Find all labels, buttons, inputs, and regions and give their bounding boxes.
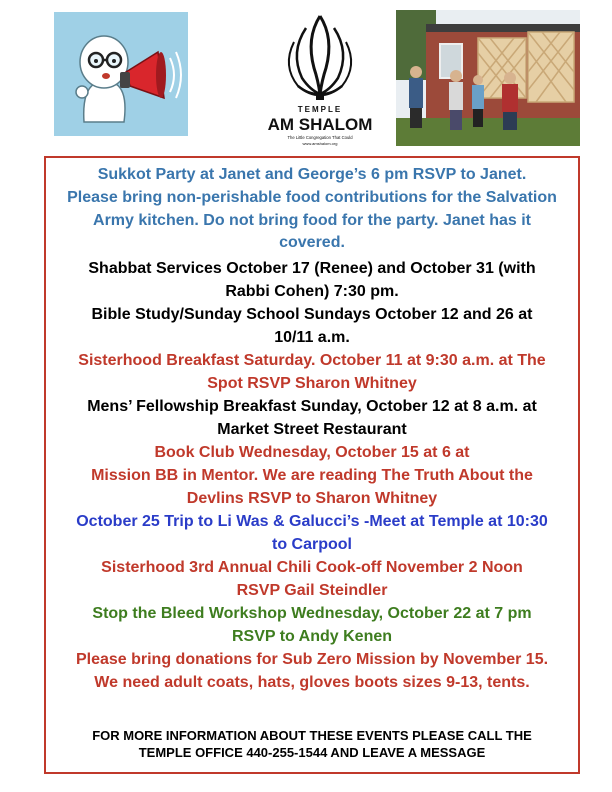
announcement-line: Shabbat Services October 17 (Renee) and October 31 (with: [88, 260, 536, 277]
announcement-line: Sisterhood 3rd Annual Chili Cook-off November 2 Noon: [101, 559, 523, 576]
announcement-line: covered.: [279, 234, 345, 252]
announcement-mens-fellowship: [50, 396, 574, 442]
announcement-line: RSVP Gail Steindler: [236, 581, 388, 599]
announcement-shabbat-services: [50, 258, 574, 304]
logo-url: www.amshalom.org: [302, 141, 338, 146]
announcement-sukkot-party: [50, 164, 574, 255]
logo-name-main: AM SHALOM: [268, 115, 372, 134]
announcement-line: Please bring donations for Sub Zero Mission by November 15.: [75, 651, 549, 668]
announcement-chili-cookoff: [50, 557, 574, 603]
contact-line: TEMPLE OFFICE 440-255-1544 AND LEAVE A MESSAGE: [138, 745, 486, 760]
announcement-line: Please bring non-perishable food contributions for the Salvation: [67, 188, 557, 206]
announcement-trip: [50, 511, 574, 557]
logo-name-top: TEMPLE: [297, 105, 343, 114]
announcement-line: We need adult coats, hats, gloves boots sizes 9-13, tents.: [94, 673, 530, 691]
announcement-line: Sisterhood Breakfast Saturday. October 11 at 9:30 a.m. at The: [78, 352, 546, 369]
announcement-sub-zero-donations: [50, 649, 574, 695]
announcement-line: Market Street Restaurant: [217, 420, 407, 438]
announcement-line: RSVP to Andy Kenen: [231, 627, 393, 645]
contact-line: FOR MORE INFORMATION ABOUT THESE EVENTS PLEASE CALL THE: [92, 728, 532, 743]
announcement-stop-the-bleed: [50, 603, 574, 649]
announcement-line: Book Club Wednesday, October 15 at 6 at: [154, 444, 470, 461]
announcement-line: Army kitchen. Do not bring food for the party. Janet has it: [93, 211, 531, 229]
announcement-line: Devlins RSVP to Sharon Whitney: [186, 489, 438, 507]
announcement-bible-study: [50, 304, 574, 350]
announcements-box: [44, 156, 580, 774]
announcement-line: Mens’ Fellowship Breakfast Sunday, October 12 at 8 a.m. at: [87, 398, 537, 415]
announcement-line: to Carpool: [272, 535, 352, 553]
announcement-line: Mission BB in Mentor. We are reading The Truth About the: [91, 466, 533, 484]
announcement-line: Rabbi Cohen) 7:30 pm.: [225, 282, 399, 300]
announcement-line: 10/11 a.m.: [274, 328, 350, 346]
contact-information: [50, 727, 574, 761]
announcement-line: October 25 Trip to Li Was & Galucci’s -Meet at Temple at 10:30: [76, 513, 548, 530]
announcement-line: Spot RSVP Sharon Whitney: [207, 374, 417, 392]
logo-tagline: The Little Congregation That Could: [287, 135, 353, 140]
announcement-line: Bible Study/Sunday School Sundays October 12 and 26 at: [91, 306, 533, 323]
megaphone-cartoon-image: [54, 12, 188, 136]
announcement-line: Stop the Bleed Workshop Wednesday, October 22 at 7 pm: [92, 605, 532, 622]
announcement-book-club: [50, 442, 574, 510]
temple-am-shalom-logo: [268, 8, 372, 148]
announcement-sisterhood-breakfast: [50, 350, 574, 396]
sukkah-building-photo: [396, 10, 580, 146]
announcement-line: Sukkot Party at Janet and George’s 6 pm RSVP to Janet.: [97, 166, 527, 183]
